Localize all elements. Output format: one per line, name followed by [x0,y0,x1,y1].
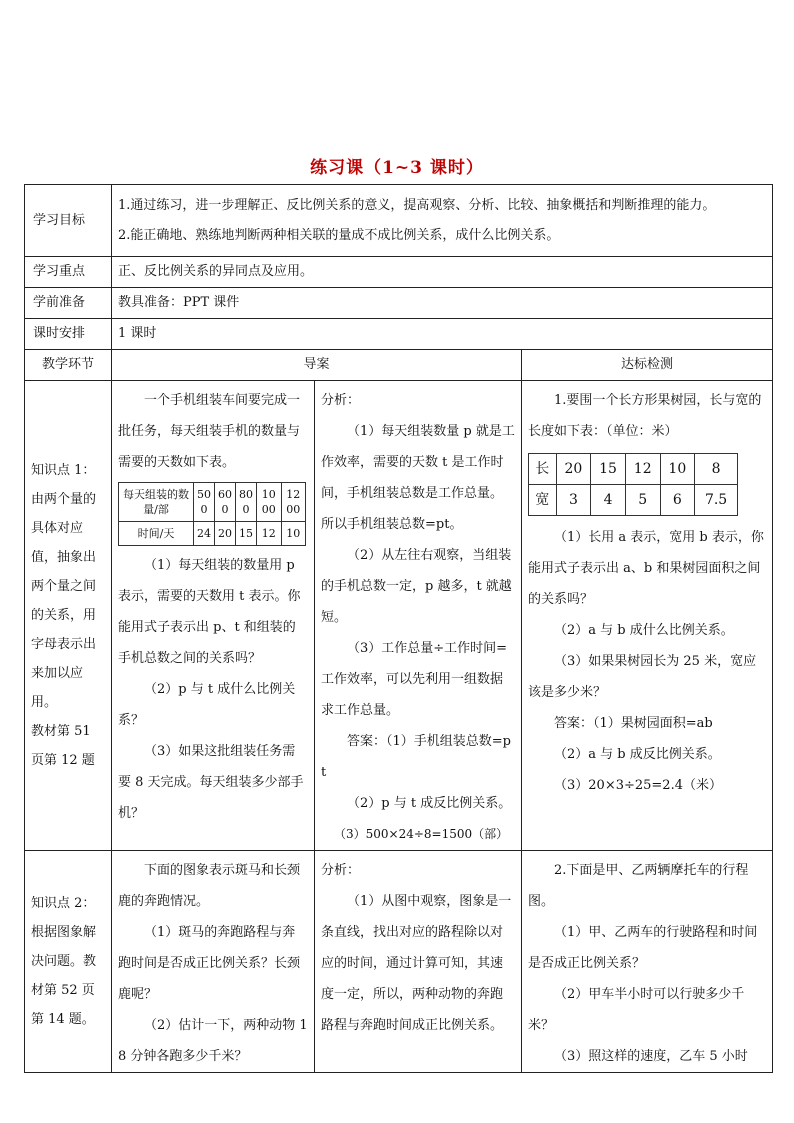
orchard-wide-2: 4 [591,485,626,516]
assembly-cell-1: 24 [194,522,215,546]
assembly-head-0: 每天组装的数量/部 [119,483,194,522]
orchard-long-2: 15 [591,454,626,485]
goal-label: 学习目标 [25,185,112,257]
orchard-long-0: 长 [529,454,557,485]
analysis-1-3: （3）工作总量÷工作时间=工作效率，可以先利用一组数据求工作总量。 [321,641,508,718]
orchard-long-1: 20 [556,454,591,485]
check-2-intro: 2.下面是甲、乙两辆摩托车的行程图。 [528,863,749,909]
check-2-q1: （1）甲、乙两车的行驶路程和时间是否成正比例关系？ [528,925,758,971]
analysis-2-label: 分析： [321,863,361,878]
orchard-wide-5: 7.5 [695,485,738,516]
prep-content: 教具准备：PPT 课件 [112,288,773,319]
section-1-guide [112,381,315,851]
assembly-cell-2: 20 [215,522,236,546]
orchard-wide-1: 3 [556,485,591,516]
check-1-q1: （1）长用 a 表示，宽用 b 表示，你能用式子表示出 a、b 和果树园面积之间的关系吗？ [528,530,764,607]
guide-1-intro: 一个手机组装车间要完成一批任务，每天组装手机的数量与需要的天数如下表。 [118,393,301,470]
orchard-long-4: 10 [660,454,695,485]
check-1-a1: 答案：（1）果树园面积=ab [554,716,713,731]
analysis-2-1: （1）从图中观察，图象是一条直线，找出对应的路程除以对应的时间，通过计算可知，其速度一定，所以，两种动物的奔跑路程与奔跑时间成正比例关系。 [321,894,512,1033]
analysis-1-label: 分析： [321,393,361,408]
time-content: 1 课时 [112,319,773,350]
assembly-cell-5: 10 [281,522,306,546]
stage-1-desc: 由两个量的具体对应值，抽象出两个量之间的关系，用字母表示出来加以应用。 [31,492,97,710]
check-1-q2: （2）a 与 b 成什么比例关系。 [554,623,734,638]
section-2-check [522,851,773,1073]
lesson-plan-table [24,184,773,1073]
orchard-long-row [529,454,738,485]
section-2-stage [25,851,112,1073]
section-1-check [522,381,773,851]
assembly-head-3: 800 [236,483,257,522]
section-1-row [25,381,773,851]
focus-row [25,257,773,288]
time-label: 课时安排 [25,319,112,350]
section-2-guide [112,851,315,1073]
goal-2: 2.能正确地、熟练地判断两种相关联的量成不成比例关系，成什么比例关系。 [118,227,560,243]
stage-1-title: 知识点 1： [31,463,96,478]
section-1-stage [25,381,112,851]
check-1-a2: （2）a 与 b 成反比例关系。 [554,747,721,762]
answer-1-3: （3）500×24÷8=1500（部） [334,827,509,841]
stage-1-ref: 教材第 51 页第 12 题 [31,724,95,768]
orchard-long-3: 12 [625,454,660,485]
orchard-wide-row [529,485,738,516]
section-2-analysis [315,851,522,1073]
section-1-analysis [315,381,522,851]
page-title: 练习课（1~3 课时） [310,158,484,178]
assembly-head-4: 1000 [257,483,282,522]
guide-2-q1: （1）斑马的奔跑路程与奔跑时间是否成正比例关系？长颈鹿呢？ [118,925,301,1002]
analysis-1-1: （1）每天组装数量 p 就是工作效率，需要的天数 t 是工作时间，手机组装总数是工作总量。所以手机组装总数=pt。 [321,424,515,532]
column-header-row [25,350,773,381]
prep-label: 学前准备 [25,288,112,319]
assembly-head-row [119,483,306,522]
answer-1-1: 答案：（1）手机组装总数=pt [321,734,511,780]
check-2-q2: （2）甲车半小时可以行驶多少千米？ [528,987,745,1033]
guide-2-q2: （2）估计一下，两种动物 18 分钟各跑多少千米？ [118,1018,308,1064]
assembly-cell-3: 15 [236,522,257,546]
guide-1-q2: （2）p 与 t 成什么比例关系？ [118,682,296,728]
assembly-head-2: 600 [215,483,236,522]
stage-2-desc: 根据图象解决问题。教材第 52 页第 14 题。 [31,925,97,1027]
check-1-q3: （3）如果果树园长为 25 米，宽应该是多少米？ [528,654,757,700]
assembly-head-1: 500 [194,483,215,522]
orchard-size-table [528,453,738,516]
guide-2-intro: 下面的图象表示斑马和长颈鹿的奔跑情况。 [118,863,301,909]
check-2-q3: （3）照这样的速度，乙车 5 小时 [554,1049,748,1064]
prep-row [25,288,773,319]
goal-row [25,185,773,257]
header-guide: 导案 [112,350,522,381]
header-stage: 教学环节 [25,350,112,381]
answer-1-2: （2）p 与 t 成反比例关系。 [347,796,512,811]
focus-label: 学习重点 [25,257,112,288]
check-1-intro: 1.要围一个长方形果树园，长与宽的长度如下表：（单位：米） [528,393,762,439]
goal-1: 1.通过练习，进一步理解正、反比例关系的意义，提高观察、分析、比较、抽象概括和判断推理的能力。 [118,197,716,213]
focus-content: 正、反比例关系的异同点及应用。 [112,257,773,288]
assembly-data-row [119,522,306,546]
time-row [25,319,773,350]
orchard-long-5: 8 [695,454,738,485]
guide-1-q1: （1）每天组装的数量用 p 表示，需要的天数用 t 表示。你能用式子表示出 p、t 和组装的手机总数之间的关系吗？ [118,558,301,666]
assembly-table-wrap [118,478,306,550]
goal-content [112,185,773,257]
section-2-row [25,851,773,1073]
orchard-wide-0: 宽 [529,485,557,516]
assembly-cell-0: 时间/天 [119,522,194,546]
analysis-1-2: （2）从左往右观察，当组装的手机总数一定，p 越多，t 就越短。 [321,548,512,625]
assembly-cell-4: 12 [257,522,282,546]
orchard-wide-3: 5 [625,485,660,516]
orchard-wide-4: 6 [660,485,695,516]
header-check: 达标检测 [522,350,773,381]
guide-1-q3: （3）如果这批组装任务需要 8 天完成。每天组装多少部手机？ [118,744,304,821]
stage-2-title: 知识点 2： [31,896,96,911]
check-1-a3: （3）20×3÷25=2.4（米） [554,778,722,793]
assembly-head-5: 1200 [281,483,306,522]
assembly-table [118,482,306,546]
